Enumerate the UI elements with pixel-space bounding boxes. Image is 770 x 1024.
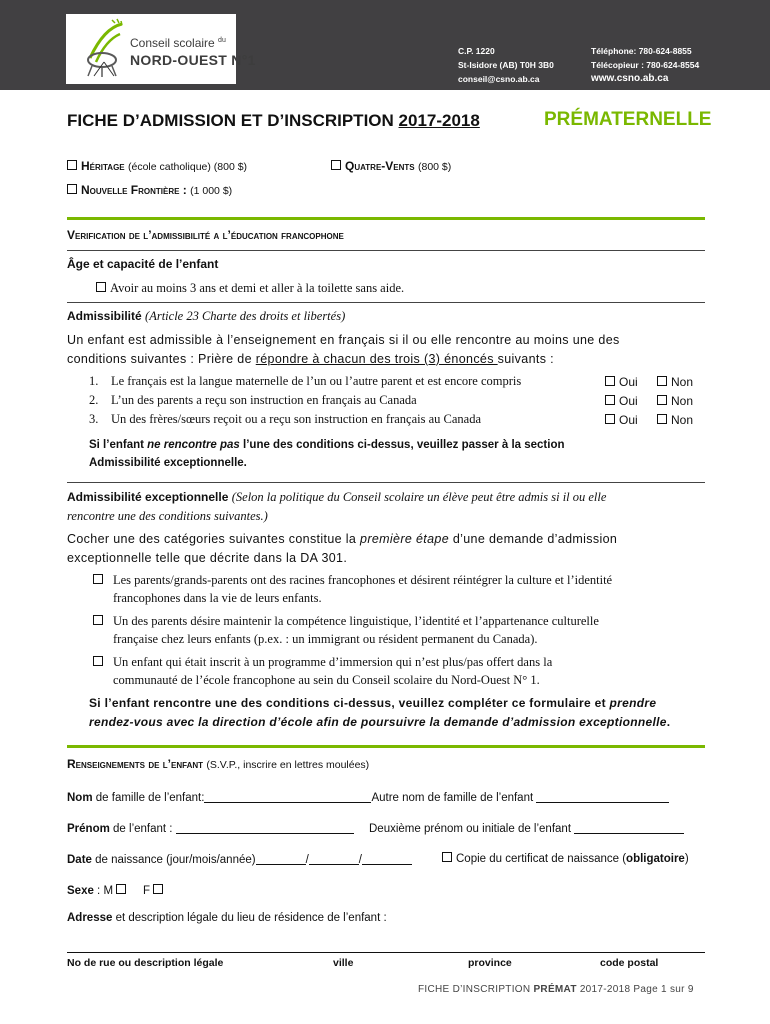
address-city: St-Isidore (AB) T0H 3B0	[458, 60, 554, 70]
column-street: No de rue ou description légale	[67, 957, 224, 969]
address-email: conseil@csno.ab.ca	[458, 74, 540, 84]
school-option-quatre-vents[interactable]: Quatre-Vents (800 $)	[331, 159, 451, 173]
form-year: 2017-2018	[398, 111, 480, 130]
birth-certificate-option[interactable]: Copie du certificat de naissance (obligatoire)	[442, 852, 689, 865]
logo-text-line2: NORD-OUEST N°1	[130, 52, 256, 68]
section-rule	[67, 302, 705, 303]
birth-date-field[interactable]: Date de naissance (jour/mois/année) / /	[67, 852, 412, 866]
column-postal-code: code postal	[600, 957, 659, 969]
checkbox[interactable]	[442, 852, 452, 862]
exceptional-item: Les parents/grands-parents ont des racines francophones et désirent réintégrer la culture et l’identité francophones dans la vie de leurs enfants.	[113, 573, 613, 605]
school-option-nouvelle-frontiere[interactable]: Nouvelle Frontière : (1 000 $)	[67, 183, 232, 197]
header-contact	[591, 44, 699, 86]
header-address	[458, 44, 554, 86]
yes-option[interactable]: Oui	[605, 394, 638, 408]
phone-number: Téléphone: 780-624-8855	[591, 46, 692, 56]
website: www.csno.ab.ca	[591, 73, 669, 84]
checkbox[interactable]	[96, 282, 106, 292]
exceptional-ref-line2: rencontre une des conditions suivantes.)	[67, 509, 268, 523]
checkbox[interactable]	[93, 614, 107, 628]
fax-number: Télécopieur : 780-624-8554	[591, 60, 700, 70]
yes-option[interactable]: Oui	[605, 413, 638, 427]
address-box: C.P. 1220	[458, 46, 495, 56]
column-city: ville	[333, 957, 354, 969]
child-info-heading: Renseignements de l’enfant (S.V.P., inscrire en lettres moulées)	[67, 757, 370, 771]
section-rule	[67, 250, 705, 251]
birth-year-input[interactable]	[362, 852, 412, 865]
birth-month-input[interactable]	[309, 852, 359, 865]
middle-name-input[interactable]	[574, 821, 684, 834]
checkbox[interactable]	[605, 376, 615, 386]
page-footer: FICHE D’INSCRIPTION PRÉMAT 2017-2018 Page 1 sur 9	[418, 984, 694, 995]
school-option-heritage[interactable]: Héritage (école catholique) (800 $)	[67, 159, 247, 173]
other-family-name-input[interactable]	[536, 790, 669, 803]
section-divider	[67, 217, 705, 220]
yes-option[interactable]: Oui	[605, 375, 638, 389]
exceptional-intro: Cocher une des catégories suivantes constitue la première étape d’une demande d’admission exceptionnelle telle que décrite dans la DA 301.	[67, 532, 618, 565]
checkbox[interactable]	[331, 160, 341, 170]
section-rule	[67, 482, 705, 483]
exceptional-note: Si l’enfant rencontre une des conditions ci-dessus, veuillez compléter ce formulaire et prendre rendez-vous avec la direction d’école afin de poursuivre la demande d’admission exceptionnelle.	[89, 696, 671, 729]
checkbox[interactable]	[93, 655, 107, 669]
sex-field[interactable]: Sexe : M F	[67, 884, 167, 897]
condition-item: 3. Un des frères/sœurs reçoit ou a reçu son instruction en français au Canada	[89, 412, 482, 426]
checkbox[interactable]	[657, 414, 667, 424]
checkbox[interactable]	[657, 395, 667, 405]
form-title: FICHE D’ADMISSION ET D’INSCRIPTION 2017-2018	[67, 111, 480, 130]
condition-item: 1. Le français est la langue maternelle de l’un ou l’autre parent et est encore compris	[89, 374, 522, 388]
checkbox[interactable]	[605, 395, 615, 405]
school-board-logo	[66, 14, 256, 84]
admissibility-intro: Un enfant est admissible à l’enseignement en français si il ou elle rencontre au moins une des conditions suivantes : Prière de répondre à chacun des trois (3) énoncés suivants :	[67, 333, 620, 366]
exceptional-heading: Admissibilité exceptionnelle (Selon la politique du Conseil scolaire un élève peut être admis si il ou elle	[67, 490, 607, 504]
female-checkbox[interactable]	[153, 884, 163, 894]
family-name-field[interactable]: Nom de famille de l’enfant: Autre nom de famille de l’enfant	[67, 790, 669, 804]
checkbox[interactable]	[657, 376, 667, 386]
age-condition-item[interactable]: Avoir au moins 3 ans et demi et aller à la toilette sans aide.	[96, 281, 404, 296]
first-name-input[interactable]	[176, 821, 354, 834]
first-name-field[interactable]: Prénom de l’enfant :	[67, 821, 354, 835]
column-province: province	[468, 957, 512, 969]
section-heading-eligibility: Verification de l’admissibilité a l’éducation francophone	[67, 228, 344, 242]
no-option[interactable]: Non	[657, 394, 693, 408]
condition-item: 2. L’un des parents a reçu son instruction en français au Canada	[89, 393, 417, 407]
checkbox[interactable]	[605, 414, 615, 424]
checkbox[interactable]	[67, 160, 77, 170]
level-title: PRÉMATERNELLE	[544, 109, 712, 130]
section-divider	[67, 745, 705, 748]
checkbox[interactable]	[93, 573, 107, 587]
no-option[interactable]: Non	[657, 413, 693, 427]
address-input-line[interactable]	[67, 952, 705, 953]
birth-day-input[interactable]	[256, 852, 306, 865]
middle-name-field[interactable]: Deuxième prénom ou initiale de l’enfant	[369, 821, 684, 835]
exceptional-item: Un enfant qui était inscrit à un programme d’immersion qui n’est plus/pas offert dans la communauté de l’école francophone au sein du Conseil scolaire du Nord-Ouest N° 1.	[113, 655, 553, 687]
exceptional-item: Un des parents désire maintenir la compétence linguistique, l’identité et l’appartenance culturelle française chez leurs enfants (p.ex. : un immigrant ou résident permanent du Canada).	[113, 614, 599, 646]
logo-text-du: du	[218, 37, 226, 44]
checkbox[interactable]	[67, 184, 77, 194]
age-heading: Âge et capacité de l’enfant	[67, 257, 219, 271]
logo-emblem-icon	[82, 18, 126, 80]
logo-text-line1: Conseil scolaire	[130, 36, 215, 50]
admissibility-heading: Admissibilité (Article 23 Charte des droits et libertés)	[67, 309, 346, 323]
male-checkbox[interactable]	[116, 884, 126, 894]
eligibility-note: Si l’enfant ne rencontre pas l’une des conditions ci-dessus, veuillez passer à la section Admissibilité exceptionnelle.	[89, 439, 565, 469]
no-option[interactable]: Non	[657, 375, 693, 389]
family-name-input[interactable]	[204, 790, 371, 803]
address-field-label: Adresse et description légale du lieu de résidence de l’enfant :	[67, 912, 387, 924]
